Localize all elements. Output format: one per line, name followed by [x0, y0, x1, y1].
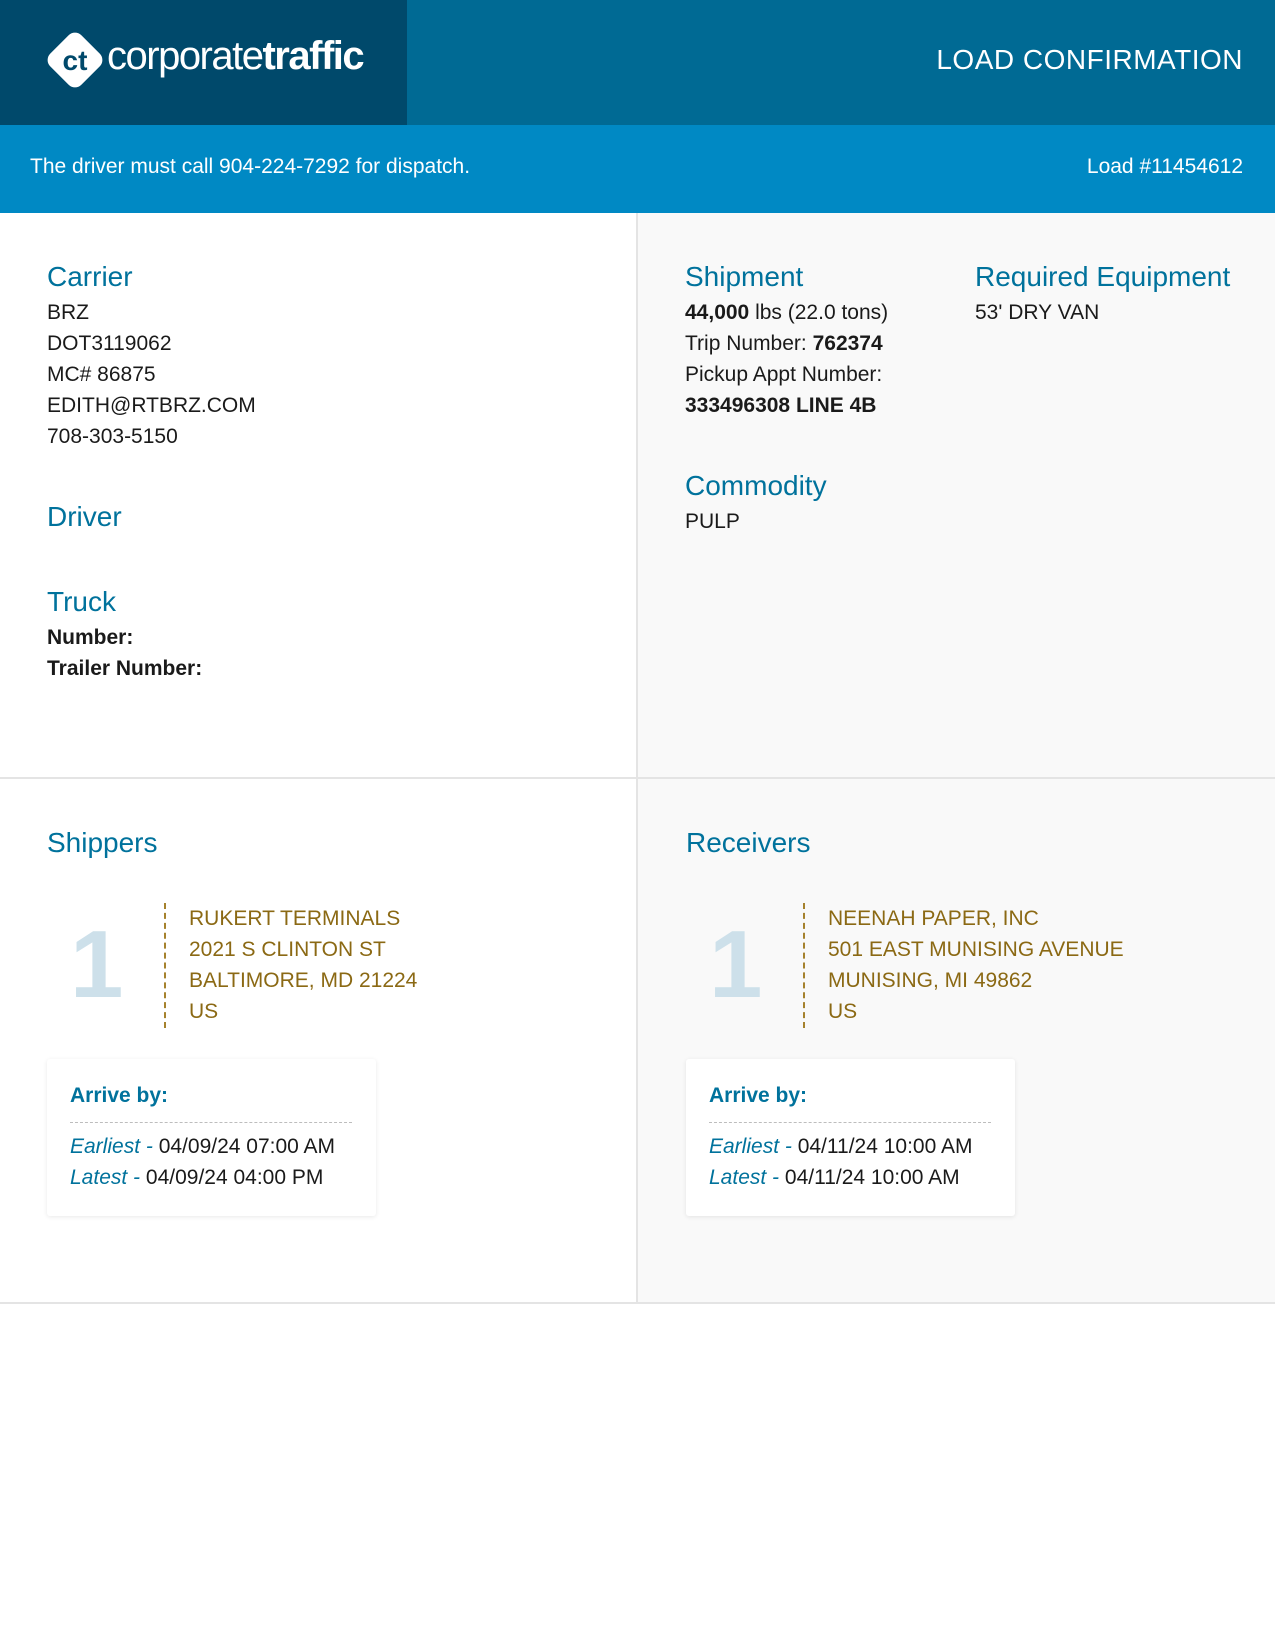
card-divider	[70, 1122, 352, 1123]
carrier-mc: MC# 86875	[47, 363, 156, 386]
receiver-latest: Latest - 04/11/24 10:00 AM	[709, 1166, 960, 1189]
carrier-details	[47, 297, 256, 452]
shipper-street: 2021 S CLINTON ST	[189, 938, 386, 961]
receiver-stop-number: 1	[709, 911, 763, 1018]
equipment-value: 53' DRY VAN	[975, 301, 1100, 324]
shipper-address	[189, 903, 417, 1027]
receiver-arrival-card	[686, 1059, 1015, 1216]
equipment-heading: Required Equipment	[975, 261, 1231, 292]
trailer-number-label: Trailer Number:	[47, 657, 203, 680]
logo-wordmark: corporatetraffic	[107, 34, 364, 78]
pickup-appt-value: 333496308 LINE 4B	[685, 394, 877, 417]
receiver-address	[828, 903, 1124, 1027]
commodity-value: PULP	[685, 510, 740, 533]
receiver-country: US	[828, 1000, 858, 1023]
dispatch-message: The driver must call 904-224-7292 for dispatch.	[30, 155, 471, 178]
pickup-appt-label: Pickup Appt Number:	[685, 363, 883, 386]
trip-number: Trip Number: 762374	[685, 332, 883, 355]
carrier-name: BRZ	[47, 301, 89, 324]
shipper-city: BALTIMORE, MD 21224	[189, 969, 418, 992]
bottom-divider	[0, 1302, 1275, 1304]
shipper-latest: Latest - 04/09/24 04:00 PM	[70, 1166, 324, 1189]
logo	[0, 0, 407, 125]
shipper-name: RUKERT TERMINALS	[189, 907, 401, 930]
commodity-heading: Commodity	[685, 470, 827, 501]
truck-number-label: Number:	[47, 626, 134, 649]
document-title: LOAD CONFIRMATION	[936, 44, 1243, 75]
carrier-dot: DOT3119062	[47, 332, 172, 355]
carrier-heading: Carrier	[47, 261, 133, 292]
shipment-heading: Shipment	[685, 261, 804, 292]
shipper-stop-number: 1	[70, 911, 124, 1018]
receivers-heading: Receivers	[686, 827, 811, 858]
truck-heading: Truck	[47, 586, 116, 617]
shipper-divider	[164, 903, 166, 1028]
receiver-arrive-label: Arrive by:	[709, 1084, 808, 1107]
receiver-street: 501 EAST MUNISING AVENUE	[828, 938, 1124, 961]
column-divider	[636, 213, 638, 1303]
shippers-heading: Shippers	[47, 827, 158, 858]
shipper-arrival-card	[47, 1059, 376, 1216]
shipper-earliest: Earliest - 04/09/24 07:00 AM	[70, 1135, 336, 1158]
dispatch-bar	[0, 125, 1275, 213]
carrier-phone: 708-303-5150	[47, 425, 178, 448]
ct-logo-icon	[45, 30, 105, 90]
shipment-weight: 44,000 lbs (22.0 tons)	[685, 301, 889, 324]
svg-text:ct: ct	[62, 45, 88, 76]
truck-details	[47, 622, 202, 684]
driver-heading: Driver	[47, 501, 122, 532]
load-number: Load #11454612	[1086, 155, 1243, 178]
header	[0, 0, 1275, 125]
shipper-arrive-label: Arrive by:	[70, 1084, 169, 1107]
receiver-divider	[803, 903, 805, 1028]
shipper-country: US	[189, 1000, 219, 1023]
receiver-city: MUNISING, MI 49862	[828, 969, 1033, 992]
receiver-name: NEENAH PAPER, INC	[828, 907, 1039, 930]
row-divider	[0, 777, 1275, 779]
card-divider	[709, 1122, 991, 1123]
carrier-email: EDITH@RTBRZ.COM	[47, 394, 256, 417]
shipment-details	[685, 297, 888, 421]
receiver-earliest: Earliest - 04/11/24 10:00 AM	[709, 1135, 973, 1158]
